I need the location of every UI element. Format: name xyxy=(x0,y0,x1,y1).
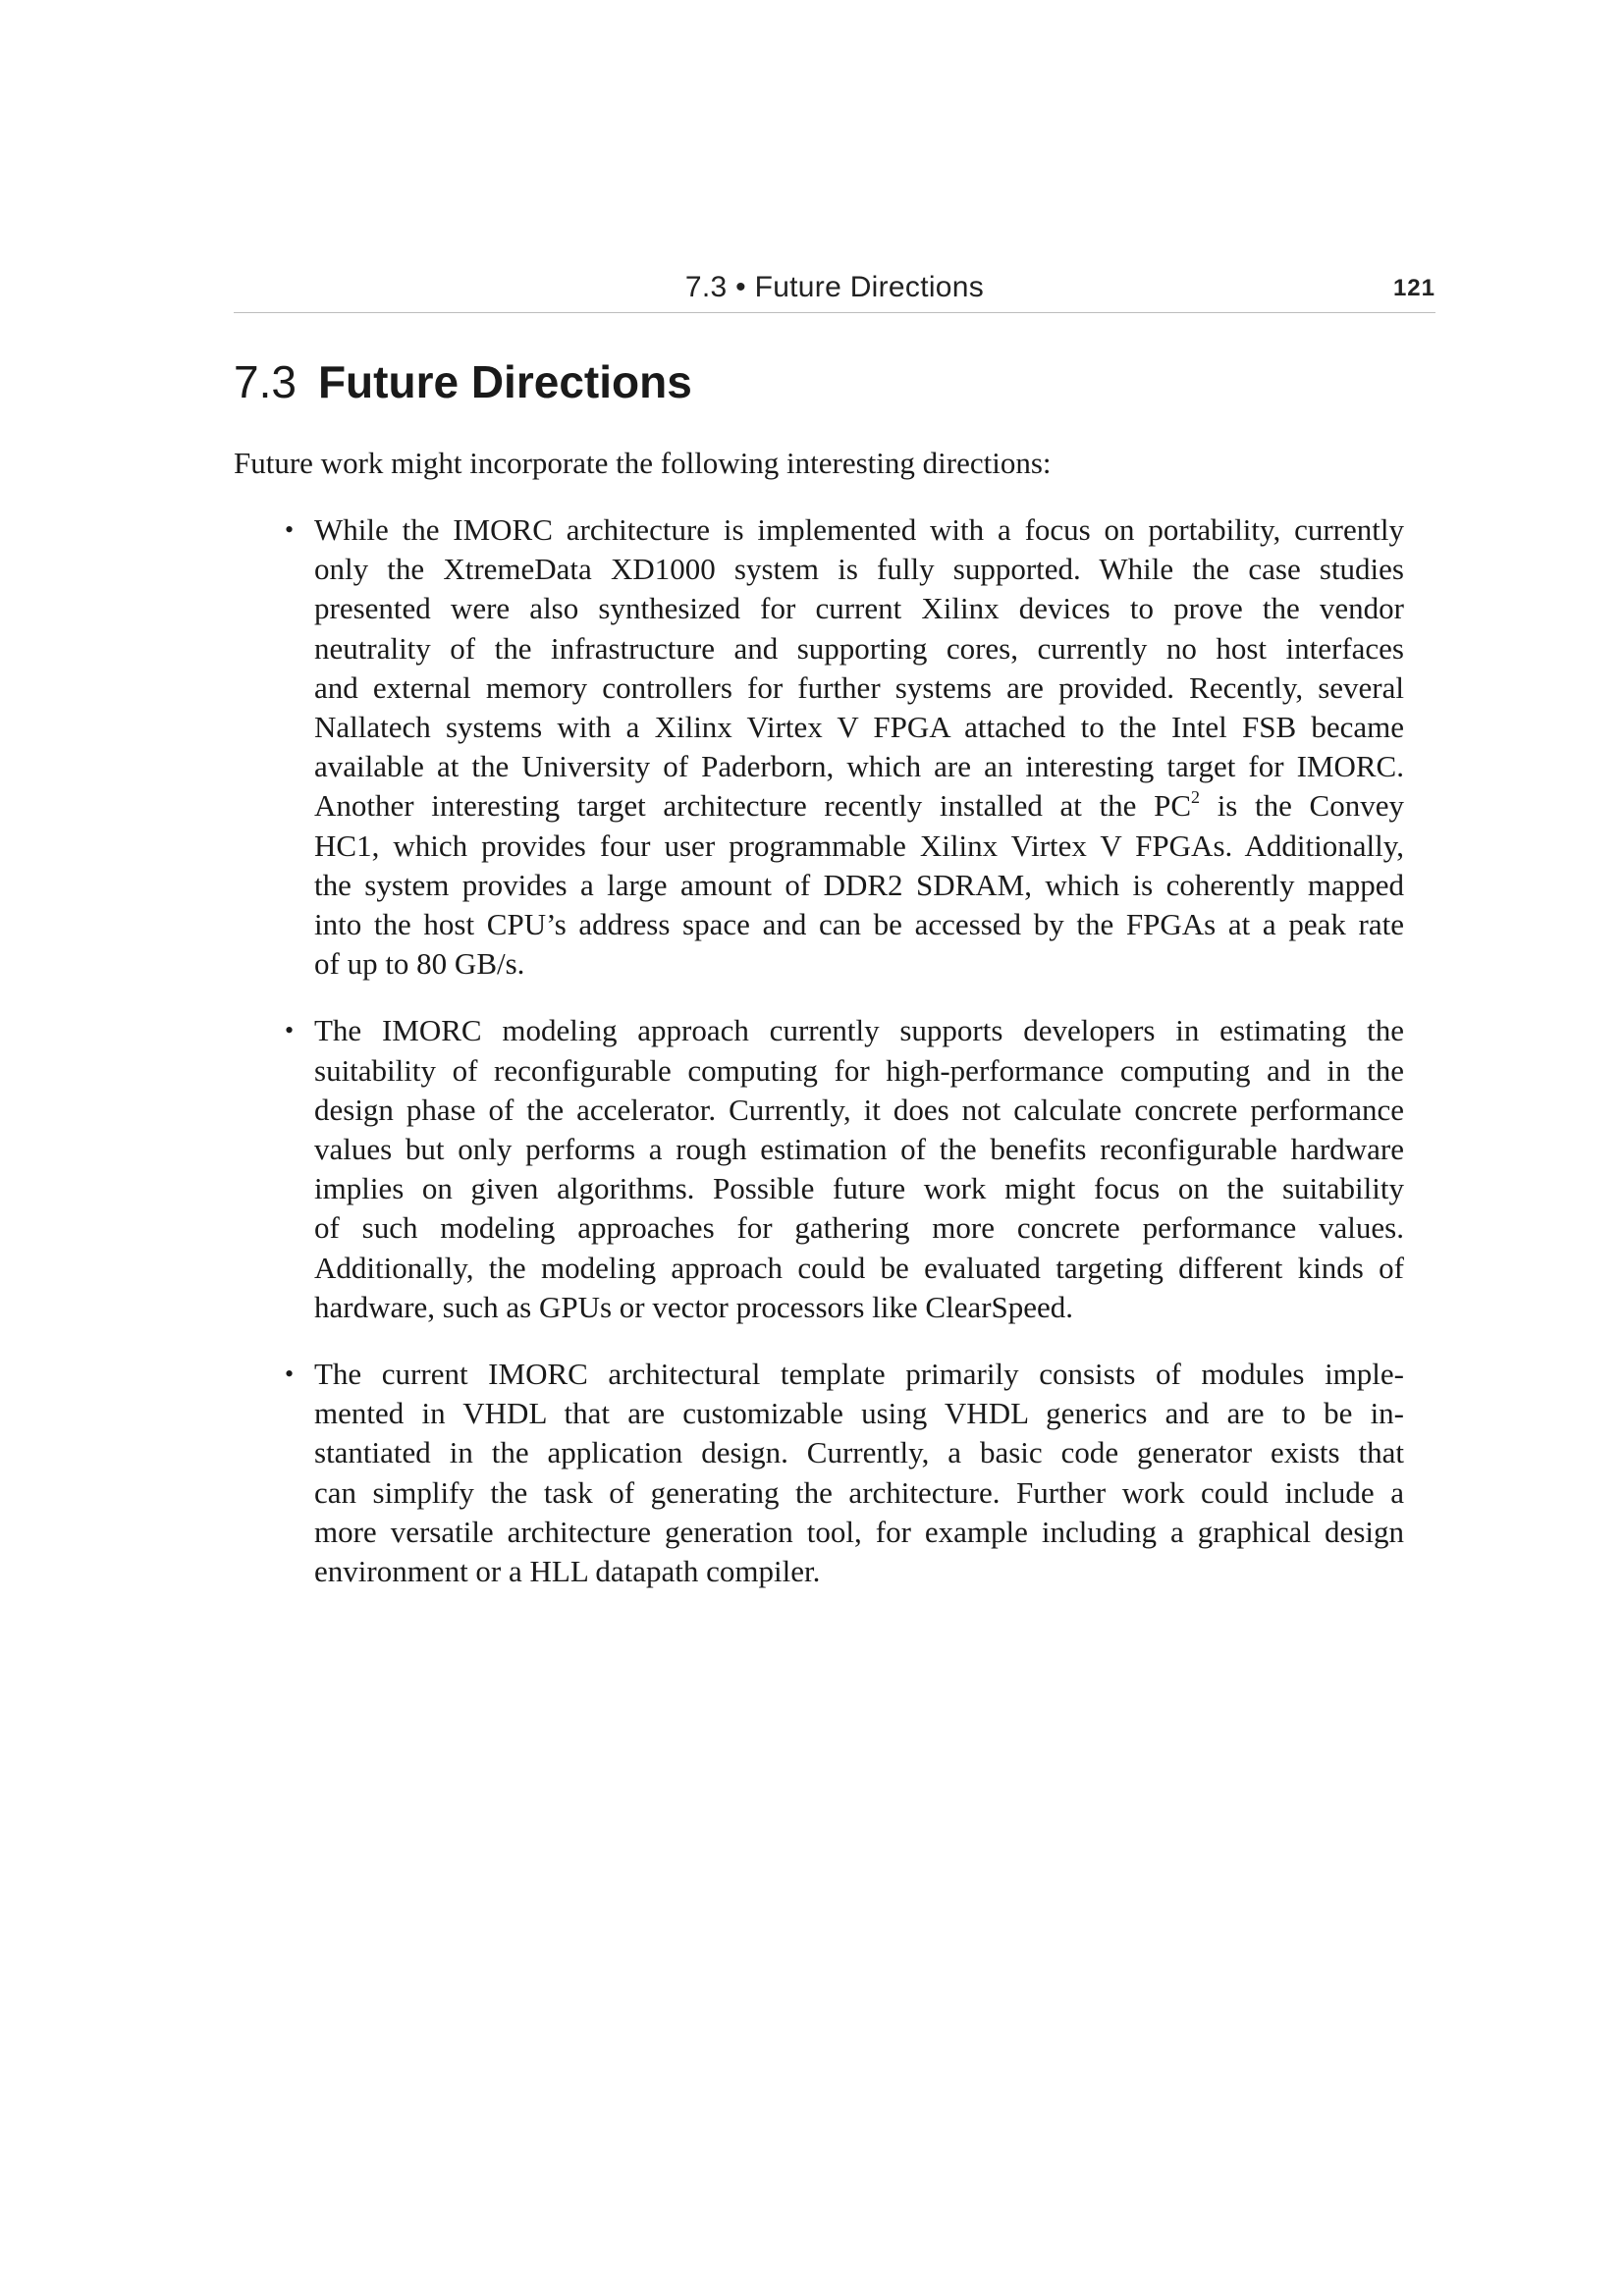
text-line: more versatile architecture generation tool, for example including a graphical design xyxy=(314,1514,1404,1549)
list-item-modeling xyxy=(234,1011,1404,1327)
bullet-icon: • xyxy=(285,515,295,544)
text-line: Additionally, the modeling approach could be evaluated targeting different kinds of xyxy=(314,1250,1404,1285)
text-line: can simplify the task of generating the architecture. Further work could include a xyxy=(314,1474,1404,1510)
running-header xyxy=(234,263,1435,313)
text-fragment: Another interesting target architecture recently installed at the PC xyxy=(314,788,1192,824)
text-line: The current IMORC architectural template primarily consists of modules imple- xyxy=(314,1357,1404,1392)
text-line: presented were also synthesized for current Xilinx devices to prove the vendor xyxy=(314,591,1404,626)
list-item-template xyxy=(234,1355,1404,1591)
text-line: into the host CPU’s address space and can be accessed by the FPGAs at a peak rate xyxy=(314,907,1404,942)
text-line: environment or a HLL datapath compiler. xyxy=(314,1554,821,1589)
text-line: stantiated in the application design. Currently, a basic code generator exists that xyxy=(314,1435,1404,1470)
text-line: and external memory controllers for further systems are provided. Recently, several xyxy=(314,669,1404,705)
text-line: available at the University of Paderborn, which are an interesting target for IMORC. xyxy=(314,749,1404,784)
running-title: 7.3 • Future Directions xyxy=(684,271,985,303)
text-line: HC1, which provides four user programmable Xilinx Virtex V FPGAs. Additionally, xyxy=(314,828,1404,863)
text-line: only the XtremeData XD1000 system is fully supported. While the case studies xyxy=(314,552,1404,587)
list-item-portability xyxy=(234,510,1404,984)
text-line: Nallatech systems with a Xilinx Virtex V FPGA attached to the Intel FSB became xyxy=(314,710,1404,745)
text-line: design phase of the accelerator. Currently, it does not calculate concrete performance xyxy=(314,1092,1404,1127)
bullet-icon: • xyxy=(285,1016,295,1045)
text-line: suitability of reconfigurable computing for high-performance computing and in the xyxy=(314,1052,1404,1088)
text-line: of up to 80 GB/s. xyxy=(314,946,525,982)
superscript: 2 xyxy=(1191,787,1201,808)
text-fragment: is the Convey xyxy=(1200,788,1404,824)
section-heading xyxy=(234,355,692,408)
text-line: the system provides a large amount of DDR2 SDRAM, which is coherently mapped xyxy=(314,867,1404,902)
intro-paragraph: Future work might incorporate the following interesting directions: xyxy=(234,446,1052,480)
text-line: hardware, such as GPUs or vector processors like ClearSpeed. xyxy=(314,1289,1074,1324)
text-line: The IMORC modeling approach currently supports developers in estimating the xyxy=(314,1013,1404,1048)
page-number: 121 xyxy=(1392,275,1435,301)
directions-list xyxy=(234,510,1404,1619)
text-line: values but only performs a rough estimation of the benefits reconfigurable hardware xyxy=(314,1132,1404,1167)
text-line: implies on given algorithms. Possible future work might focus on the suitability xyxy=(314,1171,1404,1206)
text-line: neutrality of the infrastructure and supporting cores, currently no host interfaces xyxy=(314,630,1404,666)
bullet-icon: • xyxy=(285,1360,295,1389)
text-line: mented in VHDL that are customizable using VHDL generics and are to be in- xyxy=(314,1396,1404,1431)
text-line: While the IMORC architecture is implemented with a focus on portability, currently xyxy=(314,512,1404,547)
section-title: Future Directions xyxy=(317,356,692,407)
section-number: 7.3 xyxy=(234,356,297,407)
text-line: of such modeling approaches for gathering more concrete performance values. xyxy=(314,1210,1404,1246)
text-line-pc2 xyxy=(314,786,1404,826)
